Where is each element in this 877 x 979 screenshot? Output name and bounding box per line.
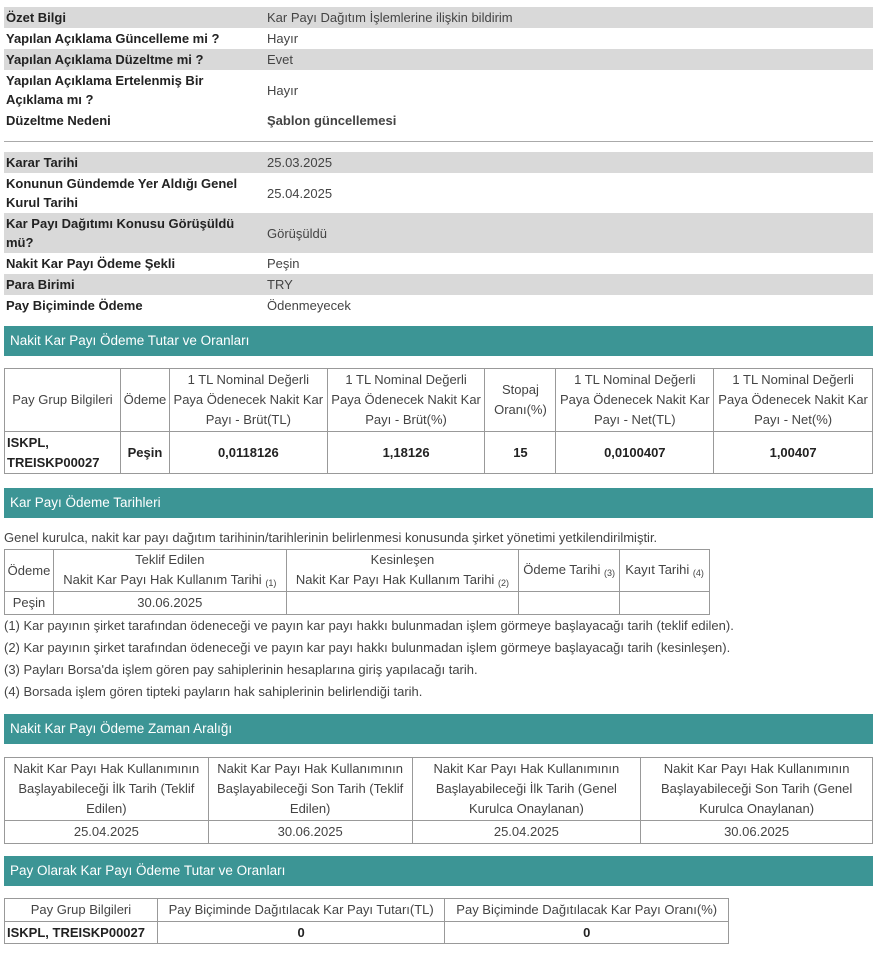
column-header-kesin <box>286 550 519 592</box>
gross-tl-cell: 0,0118126 <box>169 432 327 474</box>
summary-label: Yapılan Açıklama Güncelleme mi ? <box>6 31 220 46</box>
details-label: Konunun Gündemde Yer Aldığı Genel Kurul Tarihi <box>6 176 238 210</box>
summary-row <box>4 49 873 70</box>
section-header-time-range: Nakit Kar Payı Ödeme Zaman Aralığı <box>4 714 873 744</box>
details-label: Nakit Kar Payı Ödeme Şekli <box>6 256 176 271</box>
kayit-tarihi-cell <box>620 592 710 615</box>
net-tl-cell: 0,0100407 <box>556 432 714 474</box>
column-header: Nakit Kar Payı Hak Kullanımının Başlayabileceği İlk Tarih (Genel Kurulca Onaylanan) <box>412 758 641 821</box>
cash-rates-table <box>4 368 873 474</box>
column-header: 1 TL Nominal Değerli Paya Ödenecek Nakit Kar Payı - Net(TL) <box>556 369 714 432</box>
payment-dates-intro: Genel kurulca, nakit kar payı dağıtım tarihinin/tarihlerinin belirlenmesi konusunda şirket yönetimi yetkilendirilmiştir. <box>4 530 658 545</box>
share-amount-cell: 0 <box>157 922 445 944</box>
date-cell: 25.04.2025 <box>412 821 641 844</box>
details-row <box>4 253 873 274</box>
footnote-mark: (1) <box>265 578 277 588</box>
details-label: Para Birimi <box>4 274 264 295</box>
column-header: 1 TL Nominal Değerli Paya Ödenecek Nakit Kar Payı - Brüt(%) <box>327 369 485 432</box>
table-header-row <box>5 369 873 432</box>
time-range-table <box>4 757 873 844</box>
details-label: Kar Payı Dağıtımı Konusu Görüşüldü mü? <box>4 213 264 253</box>
summary-row <box>4 28 873 49</box>
table-header-row <box>5 899 729 922</box>
table-row <box>5 592 710 615</box>
column-header: Nakit Kar Payı Hak Kullanımının Başlayabileceği Son Tarih (Genel Kurulca Onaylanan) <box>641 758 873 821</box>
details-label: Pay Biçiminde Ödeme <box>6 298 143 313</box>
column-header-teklif <box>53 550 286 592</box>
details-value: 25.03.2025 <box>264 152 873 173</box>
net-pct-cell: 1,00407 <box>714 432 873 474</box>
details-value: 25.04.2025 <box>267 185 333 201</box>
column-header: 1 TL Nominal Değerli Paya Ödenecek Nakit Kar Payı - Net(%) <box>714 369 873 432</box>
summary-row <box>4 110 873 131</box>
footnote-3: (3) Payları Borsa'da işlem gören pay sahiplerinin hesaplarına giriş yapılacağı tarih. <box>4 662 478 677</box>
footnote-mark: (3) <box>604 568 615 578</box>
footnote-4: (4) Borsada işlem gören tipteki payların hak sahiplerinin belirlendiği tarih. <box>4 684 423 699</box>
odeme-tarihi-cell <box>519 592 620 615</box>
share-group-cell: ISKPL, TREISKP00027 <box>5 922 158 944</box>
details-row <box>4 295 873 316</box>
details-row <box>4 274 873 295</box>
payment-dates-table <box>4 549 710 615</box>
details-value: Peşin <box>267 256 300 271</box>
column-header: Pay Grup Bilgileri <box>5 369 121 432</box>
summary-value: Evet <box>264 49 873 70</box>
table-row <box>5 922 729 944</box>
details-value: Görüşüldü <box>264 213 873 253</box>
summary-value: Hayır <box>267 82 299 98</box>
footnote-2: (2) Kar payının şirket tarafından ödeneceği ve payın kar payı hakkı bulunmadan işlem görmeye başlayacağı tarih (kesinleşen). <box>4 640 731 655</box>
share-ratio-cell: 0 <box>445 922 729 944</box>
share-rates-table <box>4 898 729 944</box>
summary-label: Yapılan Açıklama Ertelenmiş Bir Açıklama mı ? <box>6 73 204 107</box>
teklif-date-cell: 30.06.2025 <box>53 592 286 615</box>
summary-label: Düzeltme Nedeni <box>6 113 111 128</box>
column-header: Ödeme <box>120 369 169 432</box>
table-header-row <box>5 550 710 592</box>
section-header-payment-dates: Kar Payı Ödeme Tarihleri <box>4 488 873 518</box>
details-row <box>4 152 873 173</box>
section-header-share-rates: Pay Olarak Kar Payı Ödeme Tutar ve Oranları <box>4 856 873 886</box>
column-header: Stopaj Oranı(%) <box>485 369 556 432</box>
kesin-date-cell <box>286 592 519 615</box>
summary-value: Kar Payı Dağıtım İşlemlerine ilişkin bildirim <box>264 7 873 28</box>
summary-value: Hayır <box>267 31 299 46</box>
column-header-odeme-tarihi <box>519 550 620 592</box>
share-group-cell: ISKPL, TREISKP00027 <box>5 432 121 474</box>
date-cell: 25.04.2025 <box>5 821 209 844</box>
summary-label: Yapılan Açıklama Düzeltme mi ? <box>4 49 264 70</box>
date-cell: 30.06.2025 <box>641 821 873 844</box>
summary-table <box>4 7 873 131</box>
summary-value: Şablon güncellemesi <box>267 113 397 128</box>
column-header: Pay Biçiminde Dağıtılacak Kar Payı Oranı(%) <box>445 899 729 922</box>
table-row <box>5 432 873 474</box>
payment-type-cell: Peşin <box>120 432 169 474</box>
column-header: Nakit Kar Payı Hak Kullanımının Başlayabileceği Son Tarih (Teklif Edilen) <box>208 758 412 821</box>
footnote-mark: (2) <box>497 578 509 588</box>
header-line <box>289 570 517 591</box>
header-line <box>56 570 284 591</box>
footnote-1: (1) Kar payının şirket tarafından ödeneceği ve payın kar payı hakkı bulunmadan işlem görmeye başlayacağı tarih (teklif edilen). <box>4 618 734 633</box>
date-cell: 30.06.2025 <box>208 821 412 844</box>
details-table <box>4 152 873 316</box>
withholding-cell: 15 <box>485 432 556 474</box>
section-header-cash-rates: Nakit Kar Payı Ödeme Tutar ve Oranları <box>4 326 873 356</box>
details-row <box>4 213 873 253</box>
divider <box>4 141 873 142</box>
column-header-kayit-tarihi <box>620 550 710 592</box>
summary-row <box>4 70 873 110</box>
gross-pct-cell: 1,18126 <box>327 432 485 474</box>
column-header: 1 TL Nominal Değerli Paya Ödenecek Nakit Kar Payı - Brüt(TL) <box>169 369 327 432</box>
column-header-odeme: Ödeme <box>5 550 54 592</box>
disclosure-page <box>0 7 877 944</box>
header-text: Nakit Kar Payı Hak Kullanım Tarihi <box>63 572 262 587</box>
summary-row <box>4 7 873 28</box>
table-header-row <box>5 758 873 821</box>
column-header: Nakit Kar Payı Hak Kullanımının Başlayabileceği İlk Tarih (Teklif Edilen) <box>5 758 209 821</box>
details-row <box>4 173 873 213</box>
header-text: Ödeme Tarihi <box>523 562 601 577</box>
header-line: Teklif Edilen <box>135 552 205 567</box>
footnote-mark: (4) <box>692 568 704 578</box>
header-text: Kayıt Tarihi <box>625 562 690 577</box>
header-text: Nakit Kar Payı Hak Kullanım Tarihi <box>295 572 495 587</box>
details-value: Ödenmeyecek <box>267 298 351 313</box>
odeme-cell: Peşin <box>5 592 54 615</box>
details-value: TRY <box>264 274 873 295</box>
details-label: Karar Tarihi <box>4 152 264 173</box>
column-header: Pay Biçiminde Dağıtılacak Kar Payı Tutarı(TL) <box>157 899 445 922</box>
column-header: Pay Grup Bilgileri <box>5 899 158 922</box>
table-row <box>5 821 873 844</box>
header-line: Kesinleşen <box>370 552 435 567</box>
summary-label: Özet Bilgi <box>4 7 264 28</box>
